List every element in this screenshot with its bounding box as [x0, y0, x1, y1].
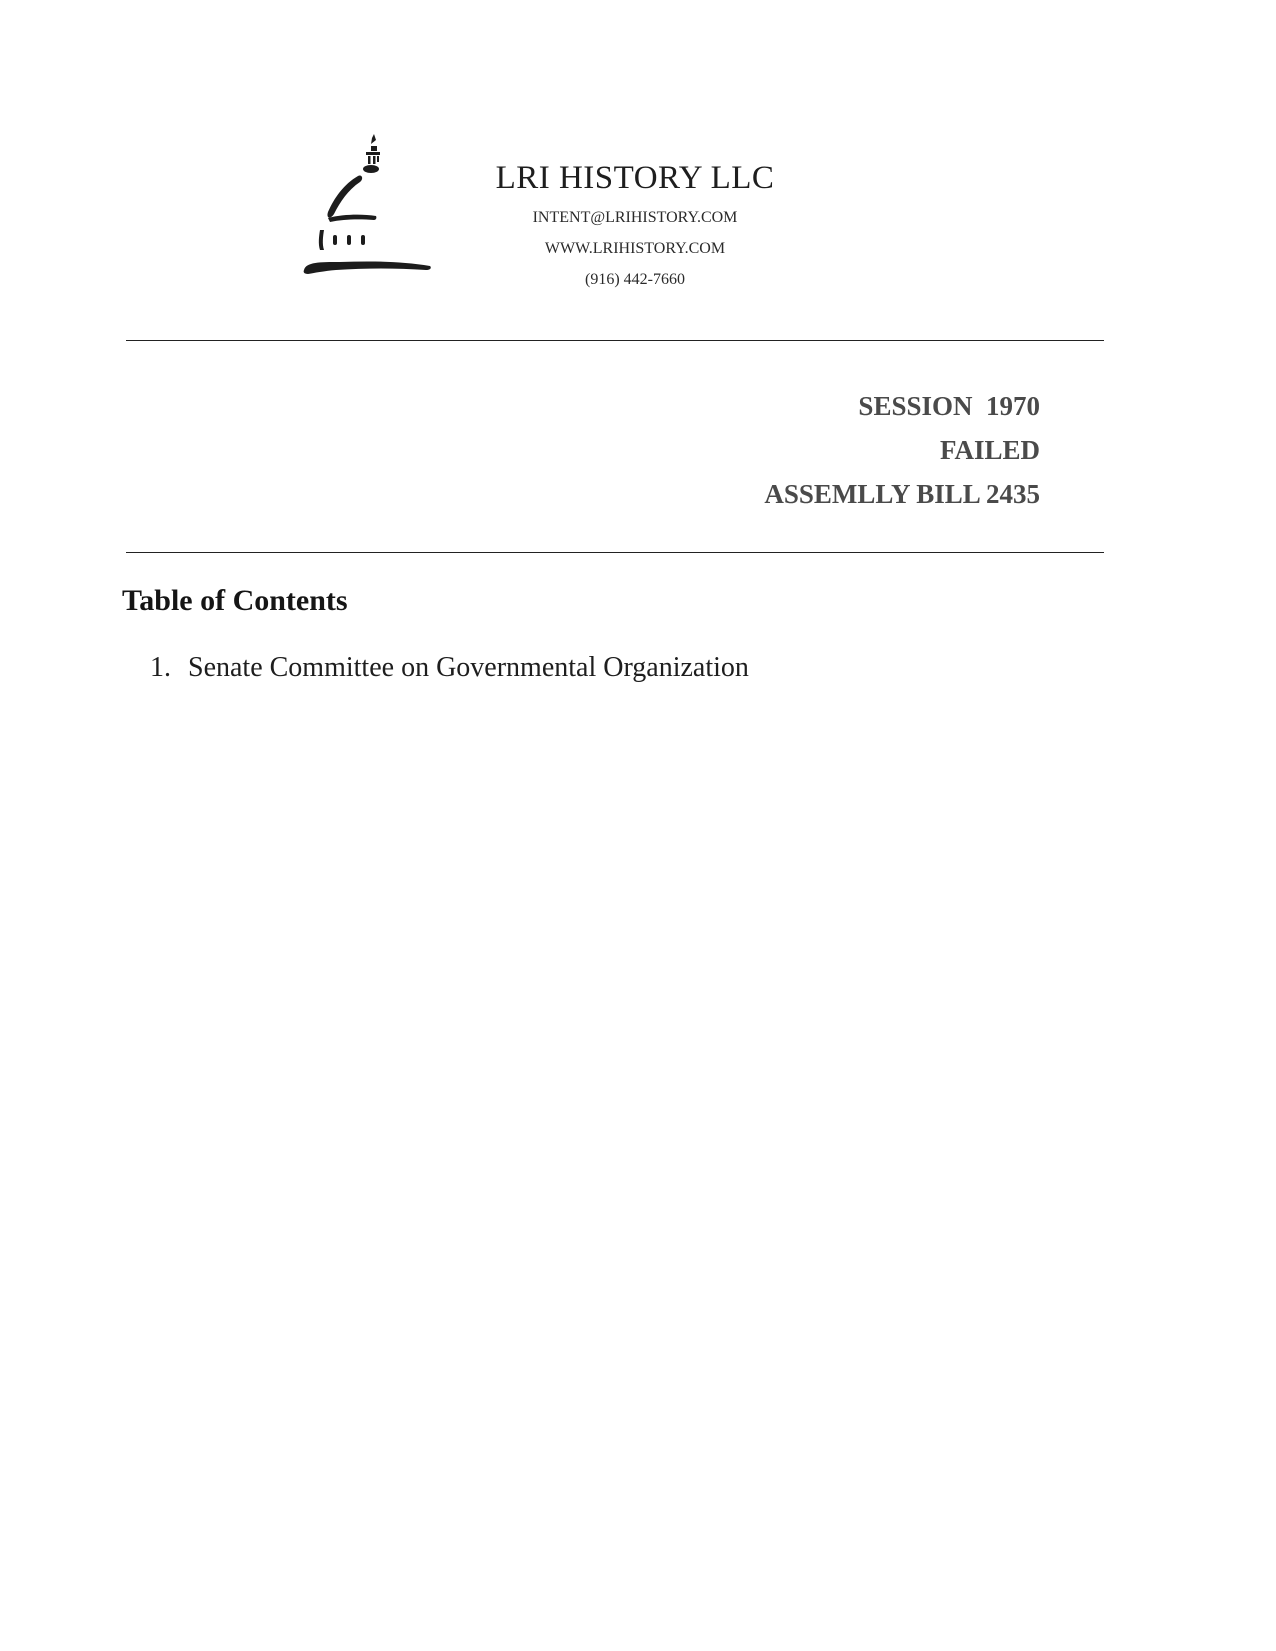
letterhead	[450, 158, 820, 295]
company-name: LRI HISTORY LLC	[495, 160, 775, 196]
bill-info-block	[764, 384, 1040, 516]
toc-item-number: 1.	[150, 652, 171, 683]
bill-name: ASSEMLLY BILL 2435	[764, 479, 1040, 509]
session-label: SESSION 1970	[858, 391, 1040, 421]
toc-item[interactable]	[150, 652, 749, 684]
toc-heading: Table of Contents	[122, 584, 348, 617]
website-address: WWW.LRIHISTORY.COM	[544, 240, 726, 257]
capitol-dome-logo-icon	[300, 132, 450, 292]
header-divider	[126, 340, 1104, 341]
section-divider	[126, 552, 1104, 553]
toc-list	[150, 652, 749, 684]
email-address: INTENT@LRIHISTORY.COM	[532, 209, 738, 226]
toc-item-label[interactable]: Senate Committee on Governmental Organization	[188, 652, 749, 683]
phone-number: (916) 442-7660	[585, 271, 685, 288]
bill-status: FAILED	[939, 435, 1040, 465]
